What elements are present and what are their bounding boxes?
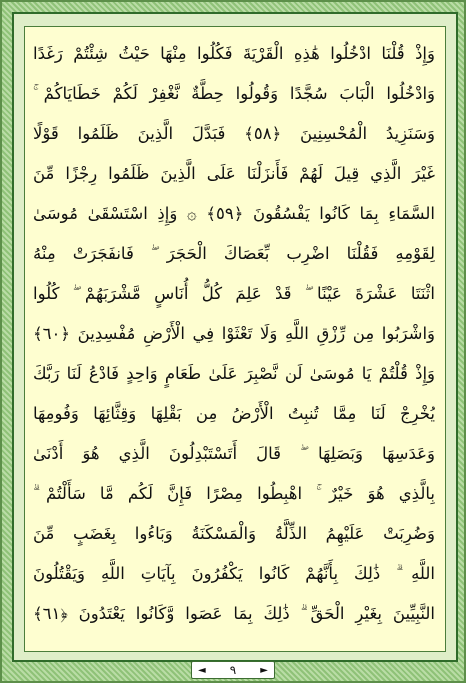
text-line: يُخْرِجْ لَنَا مِمَّا تُنبِتُ الْأَرْضُ مِن بَقْلِهَا وَقِثَّائِهَا وَفُومِهَا bbox=[33, 404, 435, 423]
text-line: وَادْخُلُوا الْبَابَ سُجَّدًا وَقُولُوا حِطَّةٌ نَّغْفِرْ لَكُمْ خَطَايَاكُمْ ۚ bbox=[33, 84, 435, 103]
text-line: السَّمَاءِ بِمَا كَانُوا يَفْسُقُونَ ﴿٥٩﴾ ۞ وَإِذِ اسْتَسْقَىٰ مُوسَىٰ bbox=[33, 204, 435, 223]
text-line: وَإِذْ قُلْتُمْ يَا مُوسَىٰ لَن نَّصْبِرَ عَلَىٰ طَعَامٍ وَاحِدٍ فَادْعُ لَنَا رَبَّكَ bbox=[33, 364, 435, 383]
quran-text-panel bbox=[24, 26, 446, 652]
next-page-arrow-icon[interactable]: ► bbox=[260, 664, 268, 676]
page-number: ٩ bbox=[229, 663, 237, 677]
page-footer bbox=[0, 657, 466, 683]
text-line: وَعَدَسِهَا وَبَصَلِهَا ۖ قَالَ أَتَسْتَبْدِلُونَ الَّذِي هُوَ أَدْنَىٰ bbox=[33, 444, 435, 463]
text-line: وَضُرِبَتْ عَلَيْهِمُ الذِّلَّةُ وَالْمَسْكَنَةُ وَبَاءُوا بِغَضَبٍ مِّنَ bbox=[33, 524, 435, 543]
text-line: النَّبِيِّينَ بِغَيْرِ الْحَقِّ ۗ ذَٰلِكَ بِمَا عَصَوا وَّكَانُوا يَعْتَدُونَ ﴿٦١﴾ bbox=[33, 604, 435, 623]
text-line: وَإِذْ قُلْنَا ادْخُلُوا هَٰذِهِ الْقَرْيَةَ فَكُلُوا مِنْهَا حَيْثُ شِئْتُمْ رَغَدًا bbox=[33, 44, 435, 63]
text-line: وَسَنَزِيدُ الْمُحْسِنِينَ ﴿٥٨﴾ فَبَدَّلَ الَّذِينَ ظَلَمُوا قَوْلًا bbox=[33, 124, 435, 143]
text-line: لِقَوْمِهِ فَقُلْنَا اضْرِب بِّعَصَاكَ الْحَجَرَ ۖ فَانفَجَرَتْ مِنْهُ bbox=[33, 244, 435, 263]
text-line: اللَّهِ ۗ ذَٰلِكَ بِأَنَّهُمْ كَانُوا يَكْفُرُونَ بِآيَاتِ اللَّهِ وَيَقْتُلُونَ bbox=[33, 564, 435, 583]
text-line: بِالَّذِي هُوَ خَيْرٌ ۚ اهْبِطُوا مِصْرًا فَإِنَّ لَكُم مَّا سَأَلْتُمْ ۗ bbox=[33, 484, 435, 503]
text-line: وَاشْرَبُوا مِن رِّزْقِ اللَّهِ وَلَا تَعْثَوْا فِي الْأَرْضِ مُفْسِدِينَ ﴿٦٠﴾ bbox=[33, 324, 435, 343]
previous-page-arrow-icon[interactable]: ◄ bbox=[198, 664, 206, 676]
page-number-badge bbox=[191, 661, 275, 679]
text-line: غَيْرَ الَّذِي قِيلَ لَهُمْ فَأَنزَلْنَا عَلَى الَّذِينَ ظَلَمُوا رِجْزًا مِّنَ bbox=[33, 164, 435, 183]
text-line: اثْنَتَا عَشْرَةَ عَيْنًا ۖ قَدْ عَلِمَ كُلُّ أُنَاسٍ مَّشْرَبَهُمْ ۖ كُلُوا bbox=[33, 284, 435, 303]
